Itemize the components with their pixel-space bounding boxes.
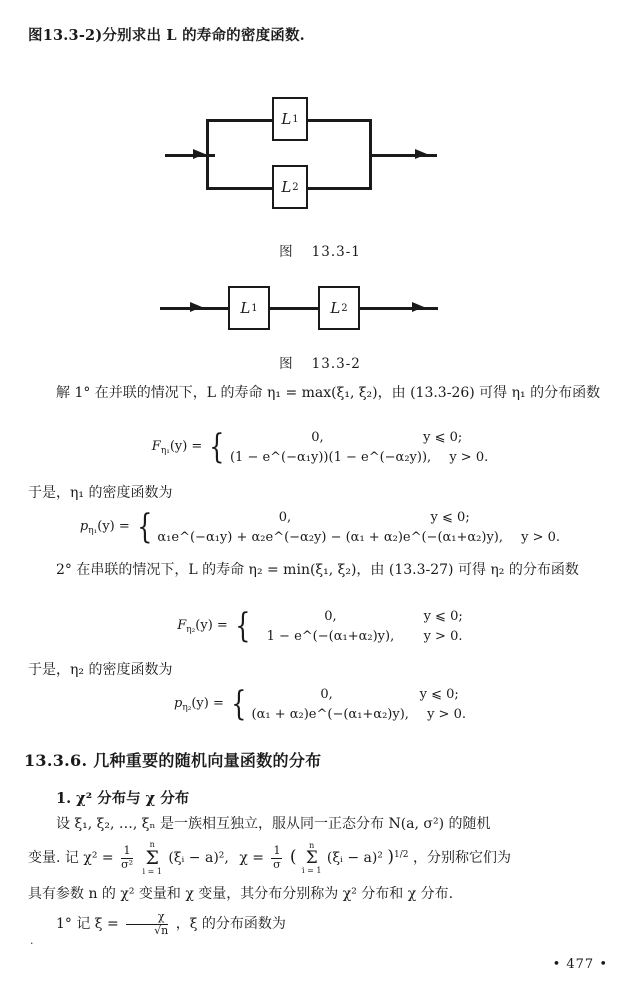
definition-2-sum2-bottom: i = 1 [301, 865, 322, 875]
eq3-case2-value: 1 − e^(−(α₁+α₂)y), [266, 628, 395, 644]
wire-series-right-lead [358, 307, 438, 310]
definition-2-sum-symbol: Σ [145, 846, 159, 869]
eq3-case1-cond: y ⩽ 0; [423, 609, 463, 624]
definition-4-frac-num: χ [126, 911, 168, 925]
component-label-series-L1: L [240, 299, 251, 317]
subsection-heading: 1. χ² 分布与 χ 分布 [56, 790, 190, 807]
figure-series-circuit [0, 283, 640, 343]
eq4-case2-cond: y > 0. [427, 706, 466, 722]
arrow-series-out [412, 302, 424, 312]
equation-F-eta2: $F_{\eta_2}(y)$ = { 0, y ⩽ 0; 1 − e^(−(α₁+α₂)y), y > 0. [177, 605, 463, 646]
definition-2-term2: (ξᵢ − a)² [326, 850, 383, 866]
eq4-case1-cond: y ⩽ 0; [419, 687, 459, 702]
page-number: • 477 • [552, 957, 608, 972]
paragraph-then-1: 于是，η₁ 的密度函数为 [28, 485, 173, 501]
component-box-L1 [272, 97, 308, 141]
definition-2-prefix: 变量. 记 χ² = [28, 850, 114, 866]
definition-2-frac2-num: 1 [273, 844, 281, 858]
eq1-lhs: F [151, 439, 161, 454]
eq4-case1-value: 0, [320, 687, 333, 702]
paragraph-definition-3: 具有参数 n 的 χ² 变量和 χ 变量，其分布分别称为 χ² 分布和 χ 分布. [28, 886, 454, 902]
paragraph-solution-2: 2° 在串联的情况下，L 的寿命 η₂ = min(ξ₁, ξ₂)，由 (13.3-27) 可得 η₂ 的分布函数 [56, 562, 579, 578]
figure-2-caption [0, 352, 640, 372]
eq1-lhs-sub: η₁ [160, 446, 170, 456]
definition-4-tail: ，ξ 的分布函数为 [175, 916, 286, 932]
definition-2-sum-top: n [149, 839, 155, 849]
definition-2-tail: ，分别称它们为 [412, 850, 511, 866]
definition-2-sum2-top: n [309, 840, 315, 850]
definition-4-frac-den: √n [154, 923, 169, 937]
figure-2-caption-label: 图 [279, 356, 294, 372]
component-subscript-L1: 1 [292, 113, 299, 125]
eq1-case2-cond: y > 0. [449, 449, 489, 465]
eq4-lhs-sub: η₂ [182, 703, 192, 713]
eq2-case2-value: α₁e^(−α₁y) + α₂e^(−α₂y) − (α₁ + α₂)e^(−(α₁+α₂)y), [157, 529, 504, 545]
figure-1-caption-label: 图 [279, 244, 294, 260]
definition-2-frac2-den: σ [273, 857, 281, 871]
eq4-lhs-arg: (y) = [191, 696, 224, 711]
eq1-case1-cond: y ⩽ 0; [423, 430, 463, 445]
arrow-series-in [190, 302, 202, 312]
component-label-L2: L [281, 178, 292, 196]
eq2-lhs-sub: η₁ [88, 526, 98, 536]
component-subscript-series-L2: 2 [341, 302, 348, 314]
wire-bottom-right [306, 187, 372, 190]
wire-bottom-left [206, 187, 276, 190]
component-subscript-L2: 2 [292, 181, 299, 193]
component-label-series-L2: L [330, 299, 341, 317]
eq3-lhs-arg: (y) = [195, 618, 228, 633]
page-top-heading: 图13.3-2)分别求出 L 的寿命的密度函数. [28, 27, 305, 44]
equation-F-eta1: $F_{\eta_1}(y)$ = { 0, y ⩽ 0; (1 − e^(−α₁y))(1 − e^(−α₂y)), y > 0. [151, 426, 489, 467]
eq2-lhs: p [79, 519, 89, 534]
definition-4-prefix: 1° 记 ξ = [56, 916, 119, 932]
figure-parallel-circuit [0, 92, 640, 232]
definition-2-chi: χ = [239, 850, 264, 866]
component-box-series-L2 [318, 286, 360, 330]
equation-p-eta2: $p_{\eta_2}(y)$ = { 0, y ⩽ 0; (α₁ + α₂)e^(−(α₁+α₂)y), y > 0. [174, 683, 466, 724]
eq4-lhs: p [174, 696, 183, 711]
wire-top-right [306, 119, 372, 122]
definition-2-exponent: 1/2 [394, 850, 409, 860]
section-heading: 13.3.6. 几种重要的随机向量函数的分布 [24, 751, 322, 770]
figure-2-caption-number: 13.3-2 [311, 356, 361, 372]
arrow-left-in [193, 149, 205, 159]
eq2-case1-cond: y ⩽ 0; [430, 510, 470, 525]
component-label-L1: L [281, 110, 292, 128]
eq2-case2-cond: y > 0. [521, 529, 561, 545]
paragraph-definition-4 [28, 910, 614, 938]
component-subscript-series-L1: 1 [251, 302, 258, 314]
eq3-lhs: F [177, 618, 187, 633]
eq3-lhs-sub: η₂ [186, 625, 196, 635]
component-box-L2 [272, 165, 308, 209]
eq2-lhs-arg: (y) = [97, 519, 130, 534]
definition-2-term: (ξᵢ − a)², [168, 850, 229, 866]
eq1-lhs-arg: (y) = [169, 439, 203, 454]
eq1-case1-value: 0, [311, 430, 324, 445]
eq1-case2-value: (1 − e^(−α₁y))(1 − e^(−α₂y)), [229, 449, 432, 465]
definition-2-sum-bottom: i = 1 [142, 866, 162, 876]
wire-top-left [206, 119, 276, 122]
figure-1-caption-number: 13.3-1 [311, 244, 361, 260]
eq3-case2-cond: y > 0. [423, 628, 463, 644]
arrow-right-out [415, 149, 427, 159]
eq3-case1-value: 0, [324, 609, 337, 624]
page-ink-mark: · [30, 937, 34, 950]
paragraph-solution-1: 解 1° 在并联的情况下，L 的寿命 η₁ = max(ξ₁, ξ₂)，由 (13.3-26) 可得 η₁ 的分布函数 [56, 385, 601, 401]
paragraph-then-2: 于是，η₂ 的密度函数为 [28, 662, 173, 678]
eq4-case2-value: (α₁ + α₂)e^(−(α₁+α₂)y), [251, 706, 409, 722]
paragraph-definition-1: 设 ξ₁, ξ₂, …, ξₙ 是一族相互独立，服从同一正态分布 N(a, σ²) 的随机 [56, 816, 491, 832]
definition-2-frac-den: σ² [121, 857, 134, 871]
component-box-series-L1 [228, 286, 270, 330]
figure-1-caption [0, 240, 640, 260]
definition-2-sum2-symbol: Σ [305, 847, 318, 868]
wire-series-middle [268, 307, 320, 310]
eq2-case1-value: 0, [278, 510, 292, 525]
wire-left-vertical [206, 119, 209, 189]
equation-p-eta1: $p_{\eta_1}(y)$ = { 0, y ⩽ 0; α₁e^(−α₁y) + α₂e^(−α₂y) − (α₁ + α₂)e^(−(α₁+α₂)y), y > 0. [79, 506, 561, 547]
paragraph-definition-2: 变量. 记 χ² = $\frac{1}{\text{σ²}}$ n Σ i = 1 (ξᵢ − a)², χ = $\frac{1}{\sigma}$ ( n Σ i = 1 (ξᵢ − a)² )$^{1/2}$ ，分别称它们为 [28, 839, 511, 876]
definition-2-frac-num: 1 [121, 845, 133, 858]
